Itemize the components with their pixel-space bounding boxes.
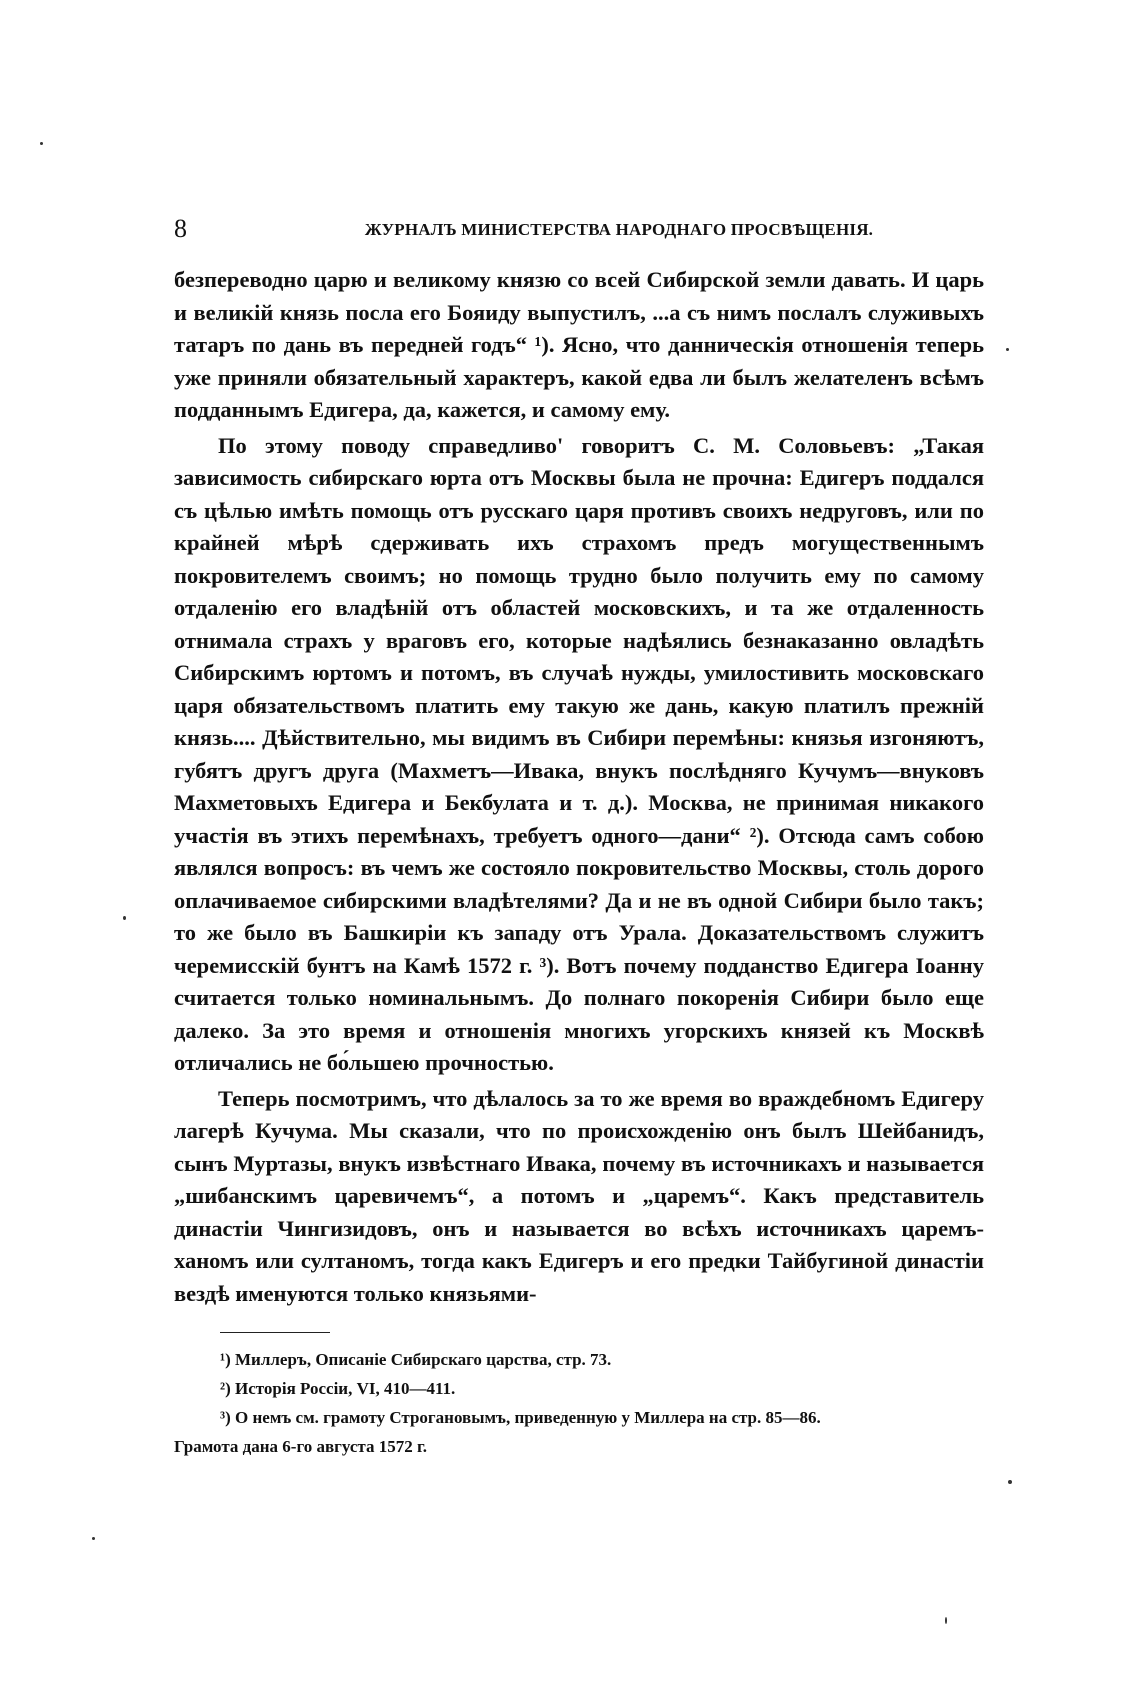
footnote-1: ¹) Миллеръ, Описаніе Сибирскаго царства, стр. 73. bbox=[220, 1350, 612, 1369]
page-header bbox=[174, 214, 984, 248]
paragraph-kuchum: Теперь посмотримъ, что дѣлалось за то же время во враждебномъ Едигеру лагерѣ Кучума. Мы сказали, что по происхожденію онъ былъ Шейбанидъ, сынъ Муртазы, внукъ извѣстнаго Ивака, почему въ источникахъ и называется „шибанскимъ царевичемъ“, а потомъ и „царемъ“. Какъ представитель династіи Чингизидовъ, онъ и называется во всѣхъ источникахъ царемъ-ханомъ или султаномъ, тогда какъ Едигеръ и его предки Тайбугиной династіи вездѣ именуются только князьями- bbox=[174, 1085, 984, 1306]
paragraph-continuation: безпереводно царю и великому князю со всей Сибирской земли давать. И царь и великій князь посла его Бояиду выпустилъ, ...а съ нимъ послалъ служивыхъ татаръ по дань въ передней годъ“ ¹). Ясно, что данническія отношенія теперь уже приняли обязательный характеръ, какой едва ли былъ желателенъ всѣмъ подданнымъ Едигера, да, кажется, и самому ему. bbox=[174, 267, 984, 422]
running-title: ЖУРНАЛЪ МИНИСТЕРСТВА НАРОДНАГО ПРОСВѢЩЕНІЯ. bbox=[364, 220, 874, 239]
footnote-3: ³) О немъ см. грамоту Строгановымъ, приведенную у Миллера на стр. 85—86. bbox=[220, 1408, 821, 1427]
page-number: 8 bbox=[174, 214, 187, 243]
book-page bbox=[174, 214, 984, 1461]
footnotes bbox=[174, 1345, 984, 1461]
paragraph-soloviev-quote: По этому поводу справедливо' говоритъ С. М. Соловьевъ: „Такая зависимость сибирскаго юрта отъ Москвы была не прочна: Едигеръ поддался съ цѣлью имѣть помощь отъ русскаго царя противъ своихъ недруговъ, или по крайней мѣрѣ сдерживать ихъ страхомъ предъ могущественнымъ покровителемъ своимъ; но помощь трудно было получить ему по самому отдаленію его владѣній отъ областей московскихъ, и та же отдаленность отнимала страхъ у враговъ его, которые надѣялись безнаказанно овладѣть Сибирскимъ юртомъ и потомъ, въ случаѣ нужды, умилостивить московскаго царя обязательствомъ платить ему такую же дань, какую платилъ прежній князь.... Дѣйствительно, мы видимъ въ Сибири перемѣны: князья изгоняютъ, губятъ другъ друга (Махметъ—Ивака, внукъ послѣдняго Кучумъ—внуковъ Махметовыхъ Едигера и Бекбулата и т. д.). Москва, не принимая никакого участія въ этихъ перемѣнахъ, требуетъ одного—дани“ ²). Отсюда самъ собою являлся вопросъ: въ чемъ же состояло покровительство Москвы, столь дорого оплачиваемое сибирскими владѣтелями? Да и не въ одной Сибири было такъ; то же было въ Башкиріи къ западу отъ Урала. Доказательствомъ служитъ черемисскій бунтъ на Камѣ 1572 г. ³). Вотъ почему подданство Едигера Іоанну считается только номинальнымъ. До полнаго покоренія Сибири было еще далеко. За это время и отношенія многихъ угорскихъ князей къ Москвѣ отличались не бо́льшею прочностью. bbox=[174, 432, 984, 1075]
scan-speck bbox=[1008, 1480, 1012, 1484]
footnote-2: ²) Исторія Россіи, VI, 410—411. bbox=[220, 1379, 456, 1398]
scan-speck bbox=[1006, 348, 1009, 351]
footnote-divider bbox=[220, 1332, 330, 1333]
scan-speck bbox=[40, 142, 43, 145]
scan-speck bbox=[92, 1537, 95, 1540]
body-text bbox=[174, 264, 984, 1310]
scan-speck bbox=[123, 916, 126, 920]
scan-speck bbox=[945, 1617, 947, 1624]
footnote-3-continuation: Грамота дана 6-го августа 1572 г. bbox=[174, 1437, 428, 1456]
